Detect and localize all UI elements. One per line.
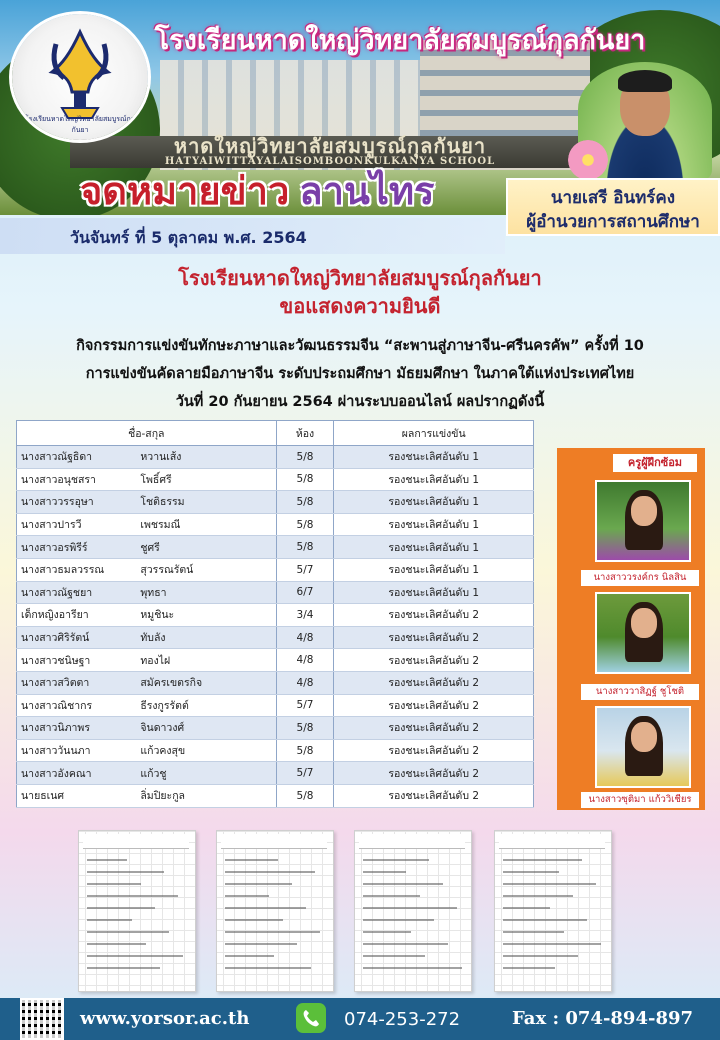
trainer-panel [557,448,705,810]
table-row [17,558,534,581]
trainer-photo-3 [595,706,691,788]
first-name-cell: นางสาววันนภา [17,739,137,762]
handwriting-line [363,883,443,885]
table-row [17,626,534,649]
handwriting-line [87,931,169,933]
result-cell: รองชนะเลิศอันดับ 1 [334,468,534,491]
trainer-name-1: นางสาววรงค์กร นิลสิน [581,570,699,586]
result-cell: รองชนะเลิศอันดับ 1 [334,581,534,604]
handwriting-line [225,943,297,945]
announcement-school: โรงเรียนหาดใหญ่วิทยาลัยสมบูรณ์กุลกันยา [178,266,542,290]
room-cell: 5/8 [276,717,334,740]
handwriting-line [225,859,278,861]
trainer-name-2: นางสาววาสิฏฐ์ ชูโชติ [581,684,699,700]
announcement-line-1: กิจกรรมการแข่งขันทักษะภาษาและวัฒนธรรมจีน “สะพานสู่ภาษาจีน-ศรีนครคัพ” ครั้งที่ 10 [76,338,644,354]
newsletter-name: ลานไทร [299,168,435,213]
issue-date: วันจันทร์ ที่ 5 ตุลาคม พ.ศ. 2564 [70,228,307,247]
result-cell: รองชนะเลิศอันดับ 1 [334,513,534,536]
handwriting-line [225,895,269,897]
table-row [17,739,534,762]
last-name-cell: สุวรรณรัตน์ [136,558,276,581]
room-cell: 5/8 [276,513,334,536]
last-name-cell: ทองไฝ [136,649,276,672]
room-cell: 5/7 [276,694,334,717]
handwriting-line [503,871,559,873]
handwriting-line [87,871,164,873]
result-cell: รองชนะเลิศอันดับ 1 [334,491,534,514]
result-cell: รองชนะเลิศอันดับ 2 [334,604,534,627]
result-cell: รองชนะเลิศอันดับ 2 [334,626,534,649]
handwriting-line [363,895,420,897]
table-row [17,694,534,717]
phone-number: 074-253-272 [344,1009,461,1030]
room-cell: 5/8 [276,536,334,559]
header-name: ชื่อ-สกุล [17,421,277,446]
last-name-cell: สมัครเขตรกิจ [136,671,276,694]
last-name-cell: โพธิ์ศรี [136,468,276,491]
handwriting-line [503,883,596,885]
room-cell: 5/7 [276,762,334,785]
handwriting-line [503,859,582,861]
result-cell: รองชนะเลิศอันดับ 2 [334,762,534,785]
first-name-cell: นางสาววรรอุษา [17,491,137,514]
handwriting-line [363,871,406,873]
website-link[interactable]: www.yorsor.ac.th [80,1008,250,1029]
first-name-cell: นางสาวสวิตตา [17,671,137,694]
announcement-congrats: ขอแสดงความยินดี [279,294,441,318]
handwriting-line [503,943,601,945]
handwriting-line [225,919,283,921]
first-name-cell: นายธเนศ [17,784,137,807]
flower-decoration-icon [568,140,608,180]
trainer-panel-title: ครูผู้ฝึกซ้อม [613,454,697,472]
handwriting-line [363,943,448,945]
handwriting-line [503,955,578,957]
room-cell: 5/8 [276,491,334,514]
school-sign [70,136,590,168]
table-row [17,468,534,491]
room-cell: 4/8 [276,671,334,694]
result-cell: รองชนะเลิศอันดับ 2 [334,694,534,717]
first-name-cell: นางสาวณัฐธิดา [17,446,137,469]
table-row [17,513,534,536]
table-row [17,649,534,672]
table-row [17,717,534,740]
handwriting-line [225,967,311,969]
trainer-photo-1 [595,480,691,562]
handwriting-line [363,907,457,909]
header-room: ห้อง [276,421,334,446]
first-name-cell: นางสาวศิริรัตน์ [17,626,137,649]
handwriting-line [225,907,306,909]
handwriting-line [363,859,429,861]
director-role: ผู้อำนวยการสถานศึกษา [526,212,700,232]
worksheet-3 [354,830,472,992]
room-cell: 3/4 [276,604,334,627]
sign-english-text: HATYAIWITTAYALAISOMBOONKULKANYA SCHOOL [164,156,496,167]
handwriting-line [225,955,274,957]
worksheet-1 [78,830,196,992]
result-cell: รองชนะเลิศอันดับ 1 [334,558,534,581]
handwriting-line [503,895,573,897]
last-name-cell: ทับลัง [136,626,276,649]
first-name-cell: เด็กหญิงอารียา [17,604,137,627]
announcement-line-3: วันที่ 20 กันยายน 2564 ผ่านระบบออนไลน์ ผลปรากฏดังนี้ [175,394,545,410]
result-cell: รองชนะเลิศอันดับ 1 [334,536,534,559]
handwriting-line [87,883,141,885]
handwriting-line [87,943,146,945]
handwriting-line [363,967,462,969]
handwriting-worksheets [0,820,720,998]
worksheet-4 [494,830,612,992]
last-name-cell: ธีรงกูรรัตต์ [136,694,276,717]
room-cell: 4/8 [276,649,334,672]
handwriting-line [87,967,160,969]
last-name-cell: แก้วชู [136,762,276,785]
newsletter-title [80,168,510,216]
first-name-cell: นางสาวชนิษฐา [17,649,137,672]
sign-thai-text: หาดใหญ่วิทยาลัยสมบูรณ์กุลกันยา [173,134,487,158]
school-logo-icon [12,14,148,140]
table-row [17,762,534,785]
last-name-cell: หมูชินะ [136,604,276,627]
handwriting-line [87,907,155,909]
result-cell: รองชนะเลิศอันดับ 2 [334,784,534,807]
handwriting-line [87,955,183,957]
trainer-name-3: นางสาวซุติมา แก้ววิเชียร [581,792,699,808]
first-name-cell: นางสาวธมลวรรณ [17,558,137,581]
handwriting-line [503,931,564,933]
trainer-photo-2 [595,592,691,674]
table-row [17,784,534,807]
last-name-cell: ลิ่มปิยะกูล [136,784,276,807]
result-cell: รองชนะเลิศอันดับ 1 [334,446,534,469]
handwriting-line [503,967,555,969]
results-table [16,420,534,808]
handwriting-line [87,895,178,897]
first-name-cell: นางสาวปารวี [17,513,137,536]
result-cell: รองชนะเลิศอันดับ 2 [334,739,534,762]
first-name-cell: นางสาวณิชากร [17,694,137,717]
first-name-cell: นางสาวอรพิรีร์ [17,536,137,559]
room-cell: 6/7 [276,581,334,604]
first-name-cell: นางสาวนิภาพร [17,717,137,740]
handwriting-line [87,919,132,921]
table-row [17,491,534,514]
last-name-cell: พุทธา [136,581,276,604]
director-name: นายเสรี อินทร์คง [550,188,676,208]
handwriting-line [225,931,320,933]
announcement-line-2: การแข่งขันคัดลายมือภาษาจีน ระดับประถมศึกษา มัธยมศึกษา ในภาคใต้แห่งประเทศไทย [85,366,635,382]
handwriting-line [363,931,411,933]
room-cell: 5/7 [276,558,334,581]
results-table-header [17,421,534,446]
results-table-body [17,446,534,808]
handwriting-line [363,955,425,957]
director-name-box [506,178,720,236]
table-row [17,536,534,559]
phone-icon [296,1003,326,1033]
table-row [17,604,534,627]
room-cell: 5/8 [276,446,334,469]
room-cell: 5/8 [276,784,334,807]
handwriting-line [363,919,434,921]
handwriting-line [87,859,127,861]
last-name-cell: เพชรมณี [136,513,276,536]
fax-number: Fax : 074-894-897 [512,1008,694,1029]
first-name-cell: นางสาวอังคณา [17,762,137,785]
school-name-title: โรงเรียนหาดใหญ่วิทยาลัยสมบูรณ์กุลกันยา [154,25,646,56]
last-name-cell: โชติธรรม [136,491,276,514]
table-row [17,446,534,469]
result-cell: รองชนะเลิศอันดับ 2 [334,649,534,672]
table-row [17,671,534,694]
handwriting-line [503,919,587,921]
last-name-cell: ชูศรี [136,536,276,559]
table-row [17,581,534,604]
header-result: ผลการแข่งขัน [334,421,534,446]
last-name-cell: หวานเส้ง [136,446,276,469]
qr-code-icon [22,1000,62,1038]
room-cell: 5/8 [276,468,334,491]
handwriting-line [225,871,315,873]
handwriting-line [225,883,292,885]
room-cell: 5/8 [276,739,334,762]
first-name-cell: นางสาวอนุชสรา [17,468,137,491]
room-cell: 4/8 [276,626,334,649]
result-cell: รองชนะเลิศอันดับ 2 [334,717,534,740]
newsletter-label: จดหมายข่าว [80,168,290,213]
last-name-cell: แก้วคงสุข [136,739,276,762]
first-name-cell: นางสาวณัฐชยา [17,581,137,604]
logo-ring-text: โรงเรียนหาดใหญ่วิทยาลัยสมบูรณ์กุลกันยา [24,115,136,134]
result-cell: รองชนะเลิศอันดับ 2 [334,671,534,694]
last-name-cell: จินดาวงศ์ [136,717,276,740]
worksheet-2 [216,830,334,992]
handwriting-line [503,907,550,909]
